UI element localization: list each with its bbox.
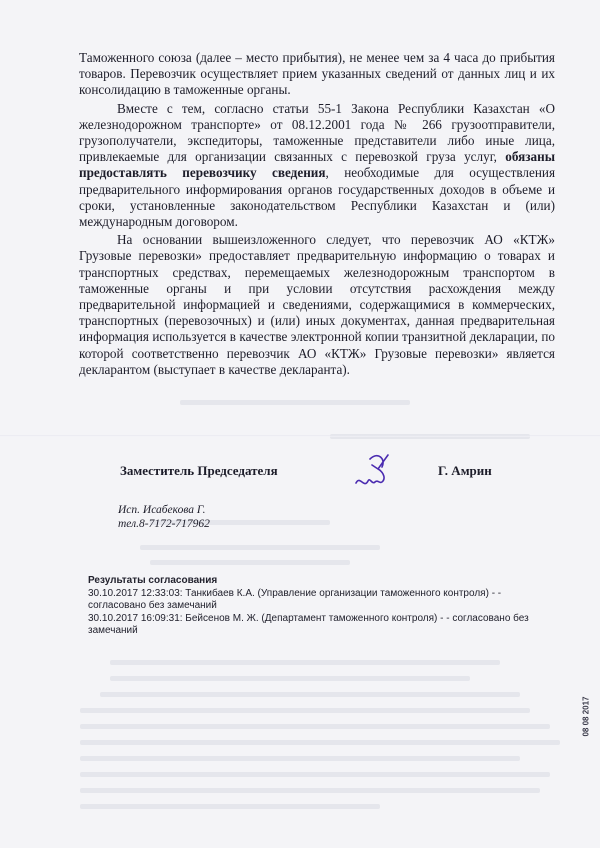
signature-block bbox=[120, 463, 540, 503]
executor-name: Исп. Исабекова Г. bbox=[118, 504, 206, 516]
paragraph-2-emphasis: обязаны предоставлять перевозчику сведения bbox=[79, 149, 555, 181]
executor-block bbox=[118, 503, 210, 531]
paragraph-3: На основании вышеизложенного следует, что перевозчик АО «КТЖ» Грузовые перевозки» предоставляет предварительную информацию о товарах и транспортных средствах, перемещаемых железнодорожным транспортом в таможенные органы и при условии отсутствия расхождения между предварительной информацией и сведениями, содержащимися в коммерческих, транспортных (перевозочных) и (или) иных документах, данная предварительная информация используется в качестве электронной копии транзитной декларации, по которой соответственно перевозчик АО «КТЖ» Грузовые перевозки» является декларантом (выступает в качестве декларанта). bbox=[79, 232, 555, 377]
approval-heading: Результаты согласования bbox=[88, 575, 218, 586]
handwritten-signature bbox=[342, 445, 402, 497]
signatory-title: Заместитель Председателя bbox=[120, 463, 278, 478]
side-date-stamp bbox=[576, 690, 590, 750]
approval-entry: 30.10.2017 12:33:03: Танкибаев К.А. (Управление организации таможенного контроля) - - согласовано без замечаний bbox=[88, 587, 502, 611]
paragraph-2-end: , необходимые для осуществления предварительного информирования органов государственных доходов в объеме и сроки, установленные законодательством Республики Казахстан и (или) международным договором. bbox=[79, 165, 556, 230]
letter-body bbox=[79, 50, 555, 380]
side-date-stamp-text: 08 08 2017 bbox=[581, 696, 591, 737]
approval-entry: 30.10.2017 16:09:31: Бейсенов М. Ж. (Департамент таможенного контроля) - - согласовано без замечаний bbox=[88, 612, 529, 636]
executor-phone: тел.8-7172-717962 bbox=[118, 518, 210, 530]
paper-fold-line bbox=[0, 435, 600, 437]
paragraph-2 bbox=[79, 101, 555, 231]
signatory-name: Г. Амрин bbox=[438, 463, 492, 478]
paragraph-2-start: Вместе с тем, согласно статьи 55-1 Закона Республики Казахстан «О железнодорожном транспорте» от 08.12.2001 года № 266 грузоотправители, грузополучатели, экспедиторы, таможенные представители либо иные лица, привлекаемые для организации связанных с перевозкой груза услуг, bbox=[79, 100, 555, 165]
approval-results bbox=[88, 575, 558, 638]
paragraph-1: Таможенного союза (далее – место прибытия), не менее чем за 4 часа до прибытия товаров. Перевозчик осуществляет прием указанных сведений от данных лиц и их консолидацию в таможенные органы. bbox=[79, 50, 555, 98]
